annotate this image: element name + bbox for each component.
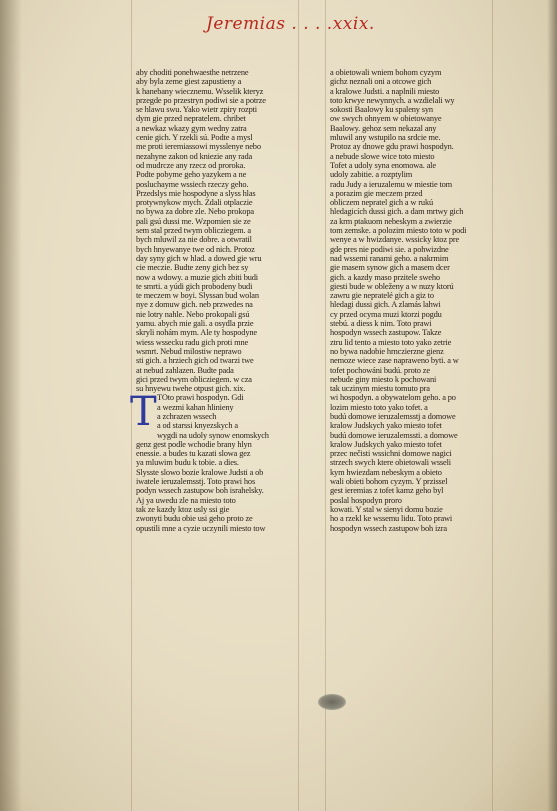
text-line: nie lotry nahle. Nebo prokopali gsú [136,309,250,319]
text-line: wiess wssecku radu gich proti mne [136,337,249,347]
text-line: k hanebany wiecznemu. Wsselik kteryz [136,86,264,96]
text-line: aby choditi ponehwaesthe netrzene [136,68,249,77]
left-column [130,68,294,533]
text-line: nemoze wiece zase napraweno byti. a w [330,356,459,366]
text-line: no bywa za dobre zle. Nebo prokopa [136,207,254,217]
text-line: Tofet a udoly syna enomowa. ale [330,160,436,170]
right-column [330,68,488,533]
text-line: nad wssemi ranami geho. a nakrmim [330,253,449,263]
text-line: gest ieremias z tofet kamz geho byl [330,486,444,496]
text-line: se hlawu swu. Yako wietr zpiry rozpti [136,105,257,115]
text-line: cy przed ocyma muzi ktorzi pogdu [330,309,442,319]
text-line: budú domowe ieruzalemssti. a domowe [330,430,458,440]
text-line: protywnykow mych. Zdali otplaczie [136,198,253,208]
text-line: ho a rzekl ke wssemu lidu. Toto prawi [330,514,453,524]
text-line: a zchrazen wssech [157,411,217,421]
text-line: day syny gich w hlad. a dowed gie wru [136,253,262,263]
text-line: te smrti. a yúdi gich probodeny budi [136,281,253,291]
text-line: hospodyn wssech zastupow. Takze [330,328,442,338]
text-line: su hnyewu twehe otpust gich. xix. [136,384,246,394]
text-line: te meczem w boyi. Slyssan bud wolan [136,291,259,301]
page-edge [547,0,557,811]
text-line: strzech swych ktere obietowali wsseli [330,458,451,468]
text-line: genz gest podle wchodie brany hlyn [136,439,252,449]
text-line: a nebude slowe wice toto miesto [330,151,435,161]
text-line: nebude giny miesto k pochowani [330,374,437,384]
text-line: a newkaz wkazy gym wedny zatra [136,123,247,133]
ruling-line [492,0,493,811]
text-line: radu Judy a ieruzalemu w miestie tom [330,179,453,189]
text-line: toto krwye newynnych. a wzdielali wy [330,95,455,105]
running-head: Jeremias . . . .xxix. [206,14,375,34]
text-line: udoly zabitie. a rozptylim [330,170,413,180]
text-line: ow swych ohnyem w obietowanye [330,114,442,124]
text-line: yamu. abych mie gali. a osydla przie [136,319,254,329]
text-line: gich. a kazdy maso przitele sweho [330,272,440,282]
text-line: bych mluwil za nie dobre. a otwratil [136,235,252,245]
text-line: cie meczie. Budte zeny gich bez sy [136,263,249,273]
text-line: Protoz ay dnowe gdu prawi hospodyn. [330,142,454,152]
text-line: hospodyn wssech zastupow boh izra [330,523,447,533]
text-line: enessie. a budes tu kazati slowa gez [136,449,251,459]
text-line: poslal hospodyn proro [330,495,402,505]
text-line: wali obieti bohom cyzym. Y przissel [330,477,448,487]
text-line: tofet pochowáni budú. proto ze [330,365,430,375]
text-line: sti gich. a hrziech gich od twarzi twe [136,356,254,366]
text-line: kym hwiezdam nebeskym a obieto [330,467,442,477]
text-line: a od starssi knyezskych a [157,421,238,431]
text-line: podyn wssech zastupow boh israhelsky. [136,486,264,496]
text-line: przec nečisti wssichni domowe nagici [330,449,452,459]
text-line: dym gie przed nepratelem. chribet [136,114,246,124]
text-line: bych hnyewanye twe od nich. Protoz [136,244,255,254]
text-line: opustili mne a cyzie uczynili miesto tow [136,523,266,533]
text-line: sokosti Baalowy ku spaleny syn [330,105,433,115]
text-line: kralow Judskych yako miesto tofet [330,439,442,449]
text-line: stebú. a diess k nim. Toto prawi [330,319,432,329]
ink-stain [318,694,346,710]
text-line: gie masem synow gich a masem dcer [330,263,450,273]
text-line: za krm ptakuom nebeskym a zwierzie [330,216,452,226]
text-line: hledagi dussi gich. A zlamás lahwi [330,300,441,310]
text-line: aby byla zeme giest zapustieny a [136,77,242,87]
text-line: a obietowali wniem bohom cyzym [330,68,442,77]
text-line: Baalowy. gehoz sem nekazal any [330,123,437,133]
text-line: przegde po przestryn podiwi sie a potrze [136,95,266,105]
text-line: now a wdowy. a muzie gich zbiti budi [136,272,258,282]
text-line: Slysste slowo bozie kralowe Judsti a ob [136,467,264,477]
text-line: tak ze kazdy ktoz usly ssi gie [136,504,230,514]
text-line: gichz neznali oni a otcowe gich [330,77,432,87]
text-line: TOto prawi hospodyn. Gdi [157,393,244,403]
text-line: me proti ieremiassowi mysslenye nebo [136,142,261,152]
text-line: ya mluwim budu k tobie. a dies. [136,458,239,468]
text-line: zwonyti budu obie usi geho proto ze [136,514,253,524]
text-line: iwatele ieruzalemsstj. Toto prawi hos [136,477,256,487]
text-line: posluchayme wssiech rzeczy geho. [136,179,249,189]
text-line: wenye a w hwizdanye. wssicky ktoz pre [330,235,460,245]
text-line: od mudrcze any rzecz od proroka. [136,160,246,170]
text-line: budú domowe ieruzalemsstj a domowe [330,411,456,421]
text-line: ztru lid tento a miesto toto yako zetrie [330,337,452,347]
text-line: mluwil any wstupilo na srdcie me. [330,133,441,143]
text-line: pali gsú dussi me. Wzpomien sie ze [136,216,251,226]
text-line: wygdi na udoly synow enomskych [157,430,269,440]
text-line: lozim miesto toto yako tofet. a [330,402,428,412]
text-line: tak uczinym miestu tomuto pra [330,384,430,394]
text-line: nye z domuw gich. neb przwedes na [136,300,253,310]
text-line: a wezmi kahan hlinieny [157,402,234,412]
text-line: a kralowe Judsti. a naplnili miesto [330,86,440,96]
text-line: nezahyne zakon od kniezie any rada [136,151,253,161]
text-line: at nebud zahlazen. Budte pada [136,365,234,375]
text-line: hledagicích dussi gich. a dam mrtwy gich [330,207,464,217]
text-line: gici przed twym oblicziegem. w cza [136,374,252,384]
text-line: no bywa nadobie hrnczierzne gienz [330,346,444,356]
text-line: wsmrt. Nebud milostiw neprawo [136,346,242,356]
text-line: zawru gie nepratelé gich a giz to [330,291,434,301]
text-line: wi hospodyn. a obywatelom geho. a po [330,393,456,403]
ruling-line [325,0,326,811]
text-line: tom zemske. a polozim miesto toto w podi [330,226,467,236]
decorated-initial: T [130,389,157,436]
text-line: skryli nohám mym. Ale ty hospodyne [136,328,257,338]
text-line: Przedslys mie hospodyne a slyss hlas [136,188,256,198]
text-line: obliczem nepratel gich a w rukú [330,198,434,208]
ruling-line [298,0,299,811]
text-line: Aj ya uwedu zle na miesto toto [136,495,236,505]
text-line: sem stal przed twym oblicziegem. a [136,226,251,236]
text-line: giesti bude w obleženy a w nuzy ktorú [330,281,454,291]
text-line: cenie gich. Y rzekli sú. Podte a mysl [136,133,253,143]
gutter-shadow [0,0,22,811]
text-line: kowati. Y stal w sienyi domu bozie [330,504,443,514]
text-line: a porazim gie meczem przed [330,188,423,198]
text-line: gde pres nie podiwi sie. a pohwizdne [330,244,449,254]
text-line: kralow Judskych yako miesto tofet [330,421,442,431]
text-line: Podte pobyme geho yazykem a ne [136,170,247,180]
